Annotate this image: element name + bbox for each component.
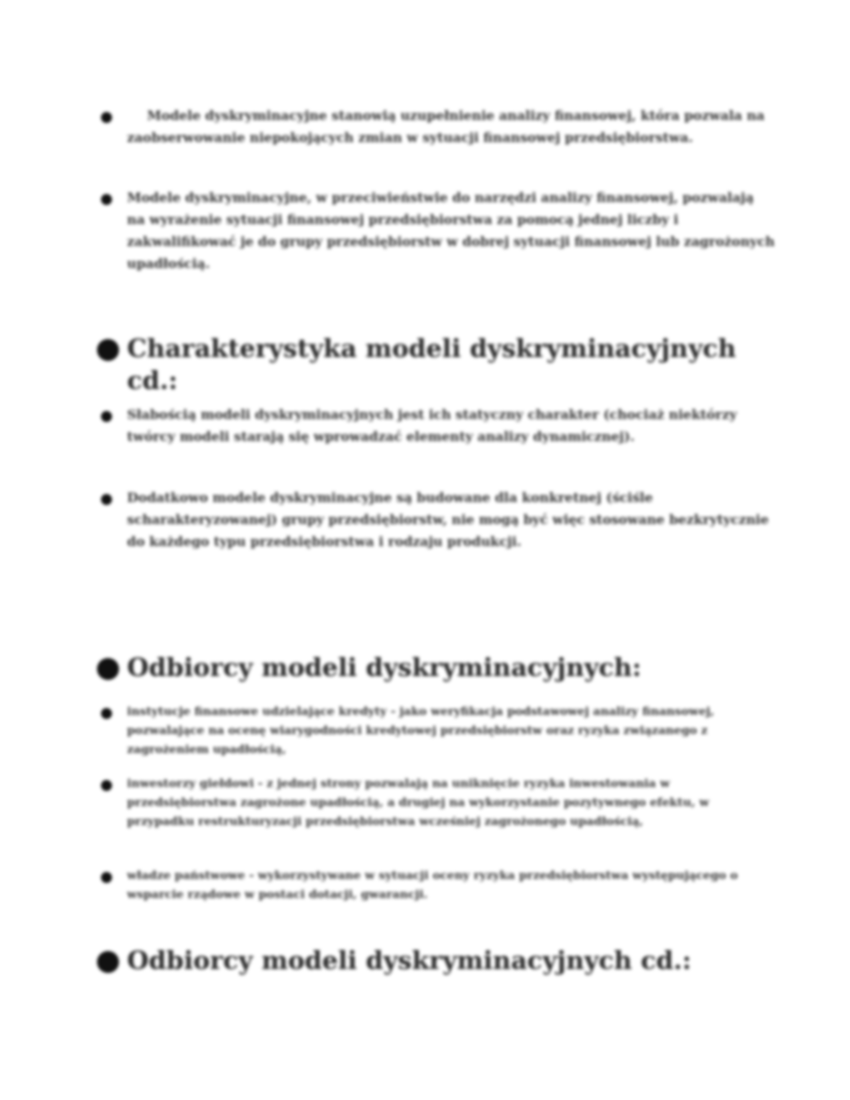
list-item <box>95 774 775 831</box>
bullet-icon <box>101 411 112 422</box>
list-item <box>95 405 775 449</box>
paragraph-text: instytucje finansowe udzielające kredyty - jako weryfikacja podstawowej analizy finansowej, pozwalające na ocenę wiarygodności kredytowej przedsiębiorstw oraz ryzyka związanego z zagrożeniem upadłością, <box>127 704 715 756</box>
paragraph-text: Modele dyskryminacyjne stanowią uzupełnienie analizy finansowej, która pozwala na zaobserwowanie niepokojących zmian w sytuacji finansowej przedsiębiorstwa. <box>127 109 765 146</box>
paragraph-text: inwestorzy giełdowi - z jednej strony pozwalają na uniknięcie ryzyka inwestowania w przedsiębiorstwa zagrożone upadłością, a drugiej na wykorzystanie pozytywnego efektu, w przypadku restrukturyzacji przedsiębiorstwa wcześniej zagrożonego upadłością, <box>127 776 710 828</box>
list-item <box>95 188 775 276</box>
section-heading: Charakterystyka modeli dyskryminacyjnych cd.: <box>127 334 737 395</box>
bullet-icon <box>101 780 112 791</box>
paragraph-text: Dodatkowo modele dyskryminacyjne są budowane dla konkretnej (ściśle scharakteryzowanej) grupy przedsiębiorstw, nie mogą być więc stosowane bezkrytycznie do każdego typu przedsiębiorstwa i rodzaju produkcji. <box>127 491 769 550</box>
bullet-icon <box>101 112 112 123</box>
bullet-icon <box>97 951 119 973</box>
paragraph-text: władze państwowe - wykorzystywane w sytuacji oceny ryzyka przedsiębiorstwa występującego o wsparcie rządowe w postaci dotacji, gwarancji. <box>127 868 738 901</box>
bullet-icon <box>101 194 112 205</box>
section-heading-item <box>95 945 775 977</box>
section-heading: Odbiorcy modeli dyskryminacyjnych cd.: <box>127 946 692 975</box>
bullet-icon <box>97 658 119 680</box>
list-item <box>95 866 775 904</box>
paragraph-text: Modele dyskryminacyjne, w przeciwieństwie do narzędzi analizy finansowej, pozwalają na wyrażenie sytuacji finansowej przedsiębiorstwa za pomocą jednej liczby i zakwalifikować je do grupy przedsiębiorstw w dobrej sytuacji finansowej lub zagrożonych upadłością. <box>127 191 775 272</box>
bullet-icon <box>97 339 119 361</box>
bullet-icon <box>101 708 112 719</box>
list-item <box>95 702 775 759</box>
list-item <box>95 488 775 554</box>
paragraph-text: Słabością modeli dyskryminacyjnych jest ich statyczny charakter (chociaż niektórzy twórcy modeli starają się wprowadzać elementy analizy dynamicznej). <box>127 408 737 445</box>
section-heading-item <box>95 652 775 684</box>
section-heading: Odbiorcy modeli dyskryminacyjnych: <box>127 653 642 682</box>
bullet-icon <box>101 872 112 883</box>
bullet-icon <box>101 494 112 505</box>
list-item <box>95 106 775 150</box>
section-heading-item <box>95 333 775 397</box>
